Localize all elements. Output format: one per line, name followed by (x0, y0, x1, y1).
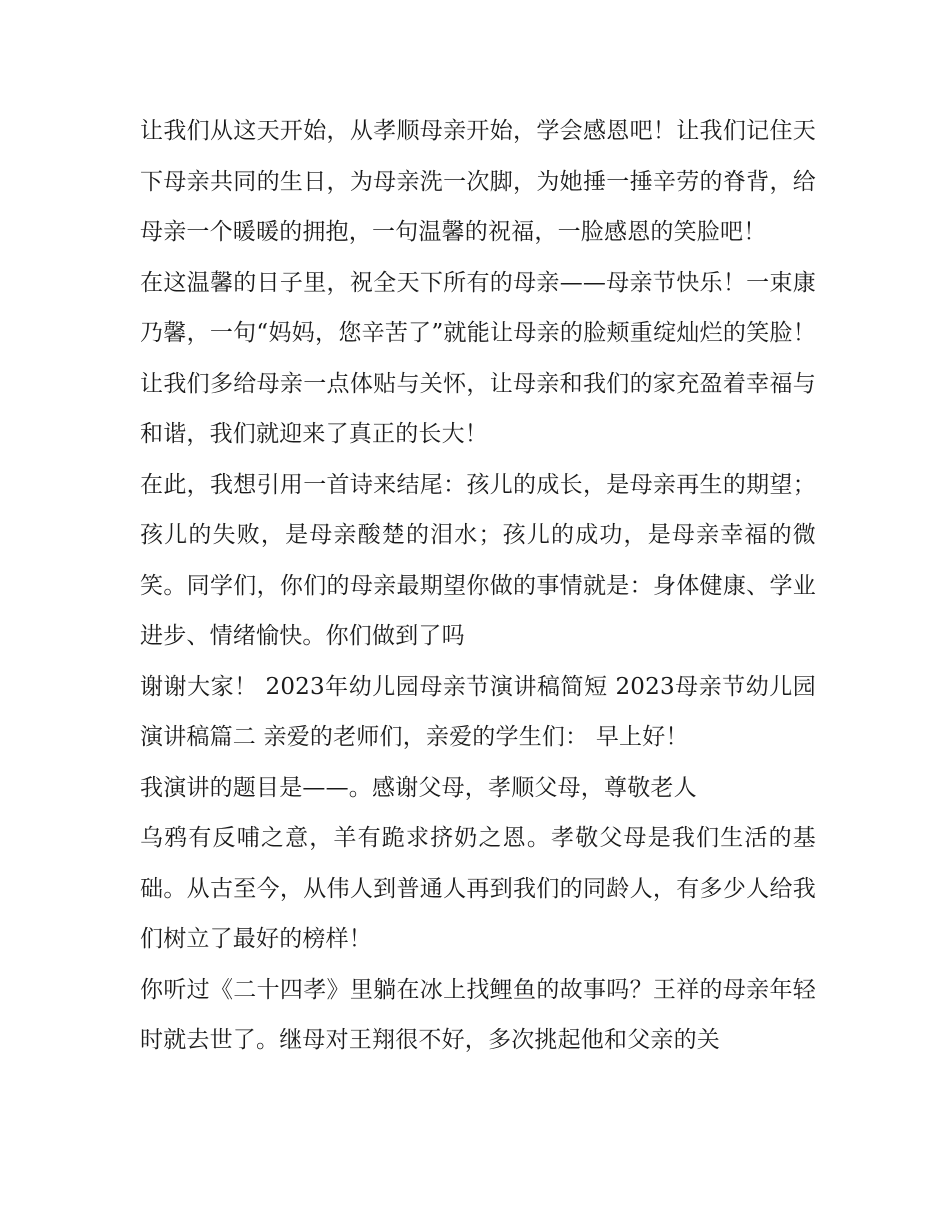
paragraph-filial-piety: 乌鸦有反哺之意，羊有跪求挤奶之恩。孝敬父母是我们生活的基础。从古至今，从伟人到普通人再到我们的同龄人，有多少人给我们树立了最好的榜样！ (140, 825, 816, 952)
document-body (140, 106, 816, 1066)
paragraph-speech-two-intro: 谢谢大家！ 2023年幼儿园母亲节演讲稿简短 2023母亲节幼儿园演讲稿篇二 亲爱的老师们，亲爱的学生们： 早上好！ (140, 673, 816, 750)
paragraph-twenty-four-filial: 你听过《二十四孝》里躺在冰上找鲤鱼的故事吗？王祥的母亲年轻时就去世了。继母对王翔很不好，多次挑起他和父亲的关 (140, 976, 816, 1053)
paragraph-speech-topic: 我演讲的题目是——。感谢父母，孝顺父母，尊敬老人 (140, 774, 697, 801)
paragraph-mothers-day-wishes: 在这温馨的日子里，祝全天下所有的母亲——母亲节快乐！一束康乃馨，一句“妈妈，您辛苦了”就能让母亲的脸颊重绽灿烂的笑脸！让我们多给母亲一点体贴与关怀，让母亲和我们的家充盈着幸福与和谐，我们就迎来了真正的长大！ (140, 269, 816, 447)
paragraph-gratitude: 让我们从这天开始，从孝顺母亲开始，学会感恩吧！让我们记住天下母亲共同的生日，为母亲洗一次脚，为她捶一捶辛劳的脊背，给母亲一个暖暖的拥抱，一句温馨的祝福，一脸感恩的笑脸吧！ (140, 118, 816, 245)
paragraph-closing-poem: 在此，我想引用一首诗来结尾：孩儿的成长，是母亲再生的期望；孩儿的失败，是母亲酸楚的泪水；孩儿的成功，是母亲幸福的微笑。同学们，你们的母亲最期望你做的事情就是：身体健康、学业进步、情绪愉快。你们做到了吗 (140, 471, 816, 649)
